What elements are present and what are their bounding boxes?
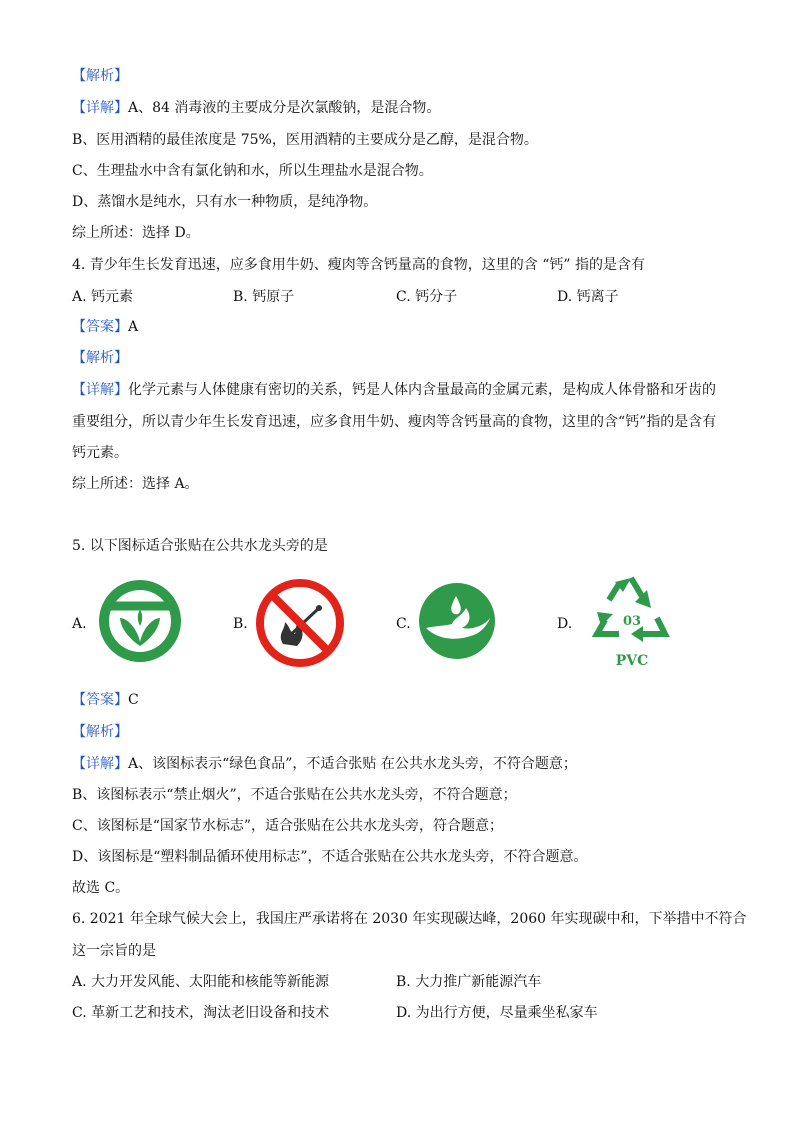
jiexi-label: 【解析】 (72, 350, 128, 366)
recycle-icon (585, 574, 677, 652)
answer-label: 【答案】 (72, 319, 128, 335)
detail-label: 【详解】 (72, 382, 128, 398)
q5-answer: C (128, 692, 139, 708)
q4-stem: 4. 青少年生长发育迅速，应多食用牛奶、瘦肉等含钙量高的食物，这里的含 “钙” 指的是含有 (72, 257, 646, 273)
q6-option-c: C. 革新工艺和技术，淘汰老旧设备和技术 (72, 1005, 330, 1021)
q5-detail-c: C、该图标是“国家节水标志”，适合张贴在公共水龙头旁，符合题意； (72, 818, 504, 834)
detail-text: A、84 消毒液的主要成分是次氯酸钠，是混合物。 (128, 100, 441, 116)
jiexi-label: 【解析】 (72, 68, 128, 84)
no-fire-icon (255, 578, 345, 668)
jiexi-label: 【解析】 (72, 724, 128, 740)
q5-stem: 5. 以下图标适合张贴在公共水龙头旁的是 (72, 538, 328, 554)
q4-option-a: A. 钙元素 (72, 289, 134, 305)
q4-answer-line (72, 318, 138, 336)
q4-option-d: D. 钙离子 (557, 289, 619, 305)
detail-line-b: B、医用酒精的最佳浓度是 75%，医用酒精的主要成分是乙醇，是混合物。 (72, 132, 538, 148)
q6-option-b: B. 大力推广新能源汽车 (396, 974, 542, 990)
q4-detail-3: 钙元素。 (72, 445, 128, 461)
q5-detail-d: D、该图标是“塑料制品循环使用标志”，不适合张贴在公共水龙头旁，不符合题意。 (72, 849, 588, 865)
recycle-code: PVC (615, 653, 649, 669)
q5-detail-a (72, 755, 577, 773)
detail-line-c: C、生理盐水中含有氯化钠和水，所以生理盐水是混合物。 (72, 163, 433, 179)
detail-text: A、该图标表示“绿色食品”，不适合张贴 在公共水龙头旁，不符合题意； (128, 756, 577, 772)
detail-line (72, 99, 440, 117)
detail-line-d: D、蒸馏水是纯水，只有水一种物质，是纯净物。 (72, 194, 378, 210)
detail-text: 化学元素与人体健康有密切的关系，钙是人体内含量最高的金属元素，是构成人体骨骼和牙齿的 (128, 382, 716, 398)
q4-detail-2: 重要组分，所以青少年生长发育迅速，应多食用牛奶、瘦肉等含钙量高的食物，这里的含“钙”指的是含有 (72, 414, 717, 430)
q4-option-c: C. 钙分子 (396, 289, 458, 305)
q4-detail-1 (72, 381, 716, 399)
detail-label: 【详解】 (72, 756, 128, 772)
recycle-number: 03 (622, 614, 642, 629)
answer-label: 【答案】 (72, 692, 128, 708)
q6-stem-2: 这一宗旨的是 (72, 943, 156, 959)
q4-option-b: B. 钙原子 (233, 289, 295, 305)
green-food-icon (97, 578, 183, 664)
q6-stem-1: 6. 2021 年全球气候大会上，我国庄严承诺将在 2030 年实现碳达峰，2060 年实现碳中和，下举措中不符合 (72, 911, 747, 927)
detail-label: 【详解】 (72, 100, 128, 116)
q5-label-b: B. (233, 616, 248, 632)
q5-summary: 故选 C。 (72, 880, 130, 896)
q5-answer-line (72, 691, 139, 709)
q5-label-a: A. (72, 616, 87, 632)
q4-answer: A (128, 319, 139, 335)
q5-detail-b: B、该图标表示“禁止烟火”，不适合张贴在公共水龙头旁，不符合题意； (72, 787, 517, 803)
water-saving-icon (418, 582, 496, 660)
q6-option-a: A. 大力开发风能、太阳能和核能等新能源 (72, 974, 330, 990)
q5-label-d: D. (557, 616, 573, 632)
q5-label-c: C. (396, 616, 411, 632)
q6-option-d: D. 为出行方便，尽量乘坐私家车 (396, 1005, 598, 1021)
q4-summary: 综上所述：选择 A。 (72, 476, 199, 492)
summary-line: 综上所述：选择 D。 (72, 225, 200, 241)
